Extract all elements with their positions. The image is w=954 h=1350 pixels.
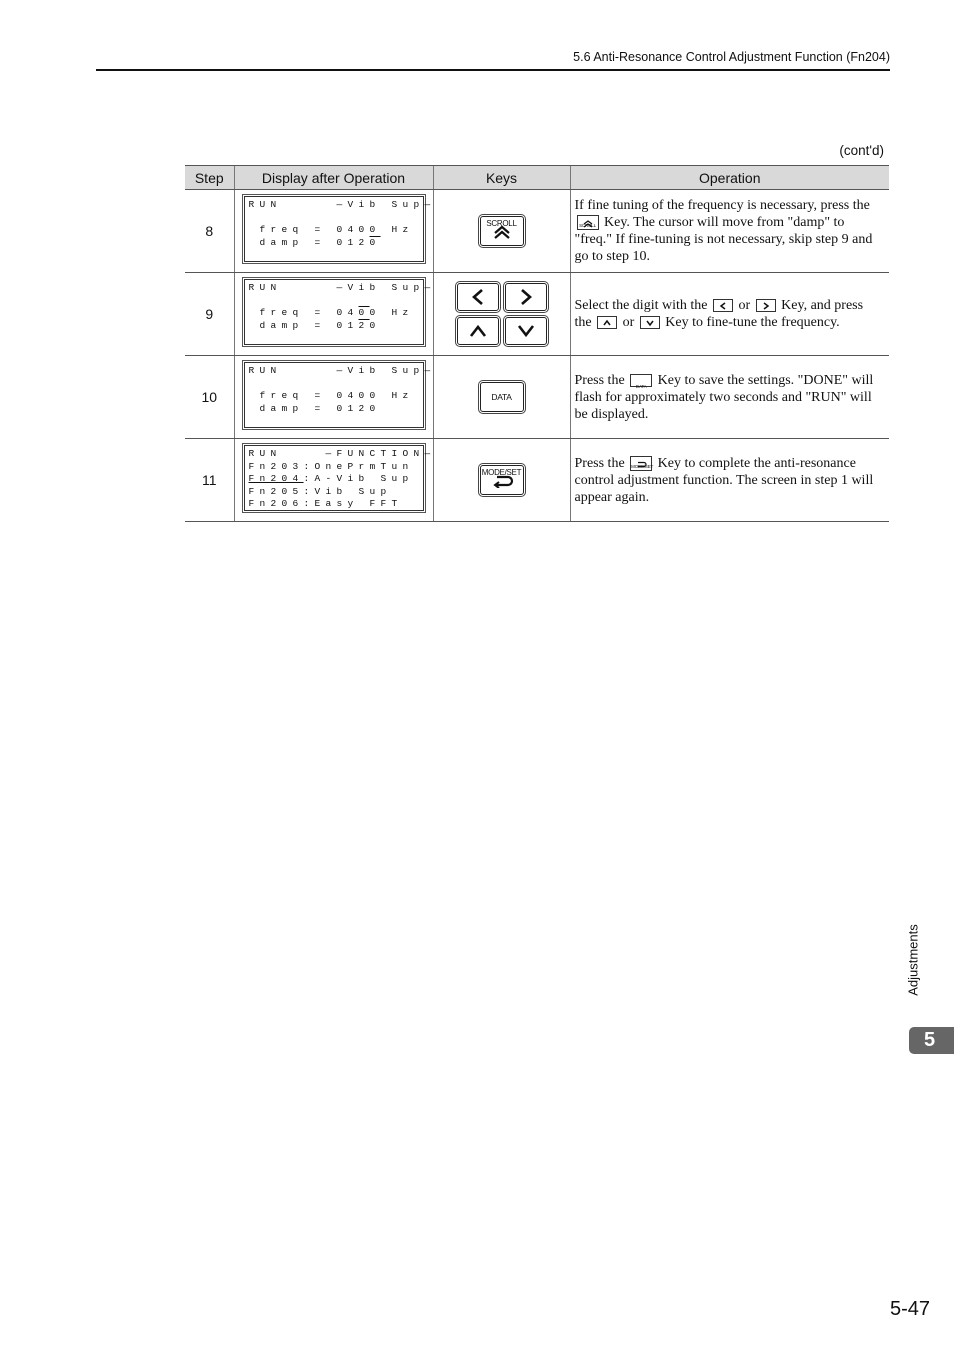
lcd-line	[249, 307, 414, 319]
operation-text: or	[738, 298, 751, 313]
section-title: 5.6 Anti-Resonance Control Adjustment Function (Fn204)	[573, 50, 890, 64]
mode-set-key-inline	[630, 456, 652, 471]
operation-text: Key to fine-tune the frequency.	[665, 315, 840, 330]
operation-text: Key. The cursor will move from "damp" to "freq." If fine-tuning is not necessary, skip step 9 and go to step 10.	[574, 215, 873, 264]
down-key-inline	[640, 316, 660, 329]
table-row	[185, 356, 889, 439]
lcd-display	[244, 196, 436, 262]
lcd-line: RUN —Vib Sup—	[248, 281, 436, 293]
page-number: 5-47	[889, 1298, 930, 1320]
right-key-button[interactable]	[505, 283, 547, 311]
operation-text: Key, and press the	[574, 298, 864, 330]
display-cell	[234, 190, 436, 273]
table-row	[185, 439, 889, 522]
operation-cell	[570, 190, 889, 273]
lcd-line	[249, 237, 381, 249]
lcd-line: RUN —FUNCTION—	[248, 447, 436, 459]
steps-table	[185, 165, 889, 522]
lcd-text: freq = 04	[248, 306, 359, 318]
up-key-inline	[597, 316, 617, 329]
mode-set-key-button[interactable]	[480, 465, 524, 495]
lcd-text: 0 Hz	[369, 306, 414, 318]
lcd-line: freq = 0400 Hz	[248, 389, 414, 401]
chapter-tab: 5	[909, 1027, 954, 1054]
lcd-line: RUN —Vib Sup—	[248, 198, 436, 210]
step-number: 9	[185, 273, 234, 356]
operation-text: Key to complete the anti-resonance control adjustment function. The screen in step 1 will appear again.	[574, 455, 874, 505]
lcd-line	[249, 473, 414, 485]
lcd-text: 0	[369, 319, 381, 331]
chevron-right-icon	[517, 288, 535, 306]
header-rule	[96, 69, 890, 71]
scroll-key-inline	[577, 215, 599, 230]
up-key-button[interactable]	[457, 317, 499, 345]
lcd-cursor-digit: 0	[358, 306, 370, 318]
side-tab-label	[903, 920, 923, 1000]
keys-cell	[433, 190, 570, 273]
chevron-left-icon	[469, 288, 487, 306]
key-label: MODE/SET	[481, 468, 522, 477]
step-number: 11	[185, 439, 234, 522]
right-key-inline	[756, 299, 776, 312]
lcd-text: 0 Hz	[369, 223, 414, 235]
data-key-inline	[630, 374, 652, 387]
lcd-cursor-digit: 0	[369, 236, 381, 248]
col-header-display: Display after Operation	[234, 166, 433, 190]
mini-key-label: SCROLL	[579, 223, 596, 229]
keys-cell	[433, 273, 570, 356]
lcd-text: 0	[358, 223, 370, 235]
lcd-line: Fn205:Vib Sup	[248, 485, 392, 497]
lcd-display	[244, 445, 436, 511]
step-number: 10	[185, 356, 234, 439]
lcd-display	[244, 279, 436, 345]
key-label: SCROLL	[486, 219, 517, 228]
chevron-down-icon	[646, 319, 654, 327]
display-cell	[234, 439, 436, 522]
table-row	[185, 273, 889, 356]
operation-text: Key to save the settings. "DONE" will flash for approximately two seconds and "RUN" will be displayed.	[574, 372, 874, 422]
lcd-line: RUN —Vib Sup—	[248, 364, 436, 376]
double-chevron-up-icon	[481, 225, 523, 244]
operation-text: Press the	[574, 372, 625, 388]
table-row	[185, 190, 889, 273]
lcd-line: Fn203:OnePrmTun	[248, 460, 414, 472]
operation-cell	[570, 273, 889, 356]
keys-cell	[433, 356, 570, 439]
operation-text: If fine tuning of the frequency is necessary, press the	[574, 198, 870, 213]
operation-text: Select the digit with the	[574, 298, 708, 313]
lcd-line	[249, 224, 414, 236]
col-header-operation: Operation	[570, 166, 889, 190]
lcd-cursor-text: Fn204	[248, 472, 304, 484]
display-cell	[234, 273, 436, 356]
lcd-line: damp = 0120	[248, 402, 381, 414]
chevron-down-icon	[517, 322, 535, 340]
lcd-text: damp = 01	[248, 319, 359, 331]
mini-key-label: MODE/SET	[631, 463, 654, 469]
keys-cell	[433, 439, 570, 522]
lcd-text: damp = 012	[248, 236, 370, 248]
down-key-button[interactable]	[505, 317, 547, 345]
lcd-display	[244, 362, 436, 428]
left-key-inline	[713, 299, 733, 312]
operation-text: or	[622, 315, 635, 330]
return-arrow-icon	[481, 474, 523, 493]
operation-text: Press the	[574, 455, 625, 471]
lcd-line	[249, 320, 381, 332]
mini-key-label: DATA	[635, 383, 647, 389]
chevron-up-icon	[469, 322, 487, 340]
chevron-left-icon	[719, 302, 727, 310]
operation-cell	[570, 356, 889, 439]
display-cell	[234, 356, 436, 439]
col-header-keys: Keys	[433, 166, 570, 190]
chevron-right-icon	[762, 302, 770, 310]
col-header-step: Step	[185, 166, 234, 190]
return-arrow-icon	[635, 462, 647, 469]
lcd-text: :A-Vib Sup	[303, 472, 414, 484]
key-label: DATA	[491, 392, 512, 402]
lcd-line: Fn206:Easy FFT	[248, 497, 403, 509]
scroll-key-button[interactable]	[480, 216, 524, 246]
left-key-button[interactable]	[457, 283, 499, 311]
lcd-text: freq = 04	[248, 223, 359, 235]
chevron-up-icon	[603, 319, 611, 327]
continued-label: (cont'd)	[839, 143, 884, 158]
data-key-button[interactable]	[480, 382, 524, 412]
lcd-cursor-digit: 2	[358, 319, 370, 331]
side-tab-text: Adjustments	[905, 924, 921, 996]
step-number: 8	[185, 190, 234, 273]
table-header-row	[185, 166, 889, 190]
operation-cell	[570, 439, 889, 522]
